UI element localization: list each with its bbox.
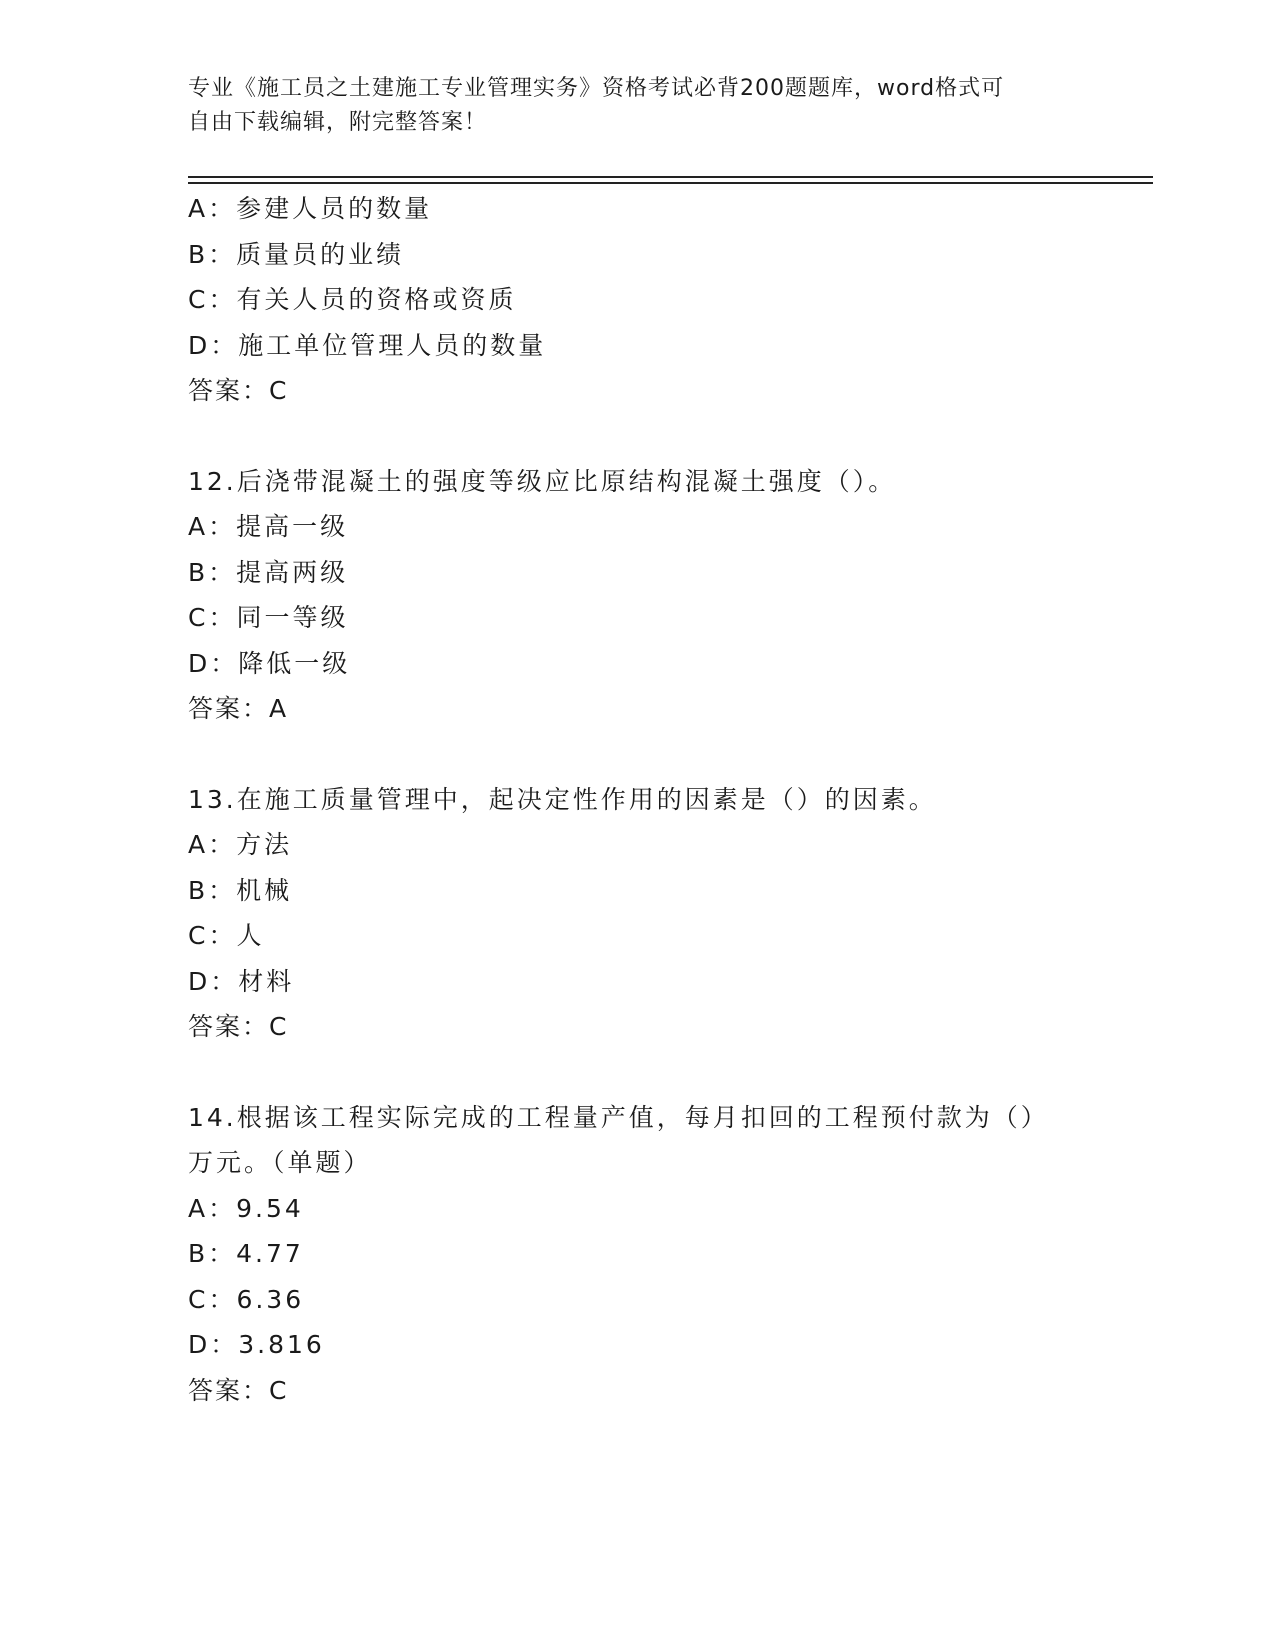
option-d: D：降低一级 <box>188 648 351 678</box>
option-c: C：同一等级 <box>188 603 349 632</box>
option-b: B：机械 <box>188 875 293 905</box>
question-11-options <box>188 186 1088 414</box>
answer: 答案：A <box>188 694 289 723</box>
option-c: C：有关人员的资格或资质 <box>188 285 517 314</box>
answer: 答案：C <box>188 376 289 405</box>
option-d: D：材料 <box>188 966 295 996</box>
header-divider-bottom <box>188 182 1153 184</box>
header-divider-top <box>188 176 1153 178</box>
option-a: A：参建人员的数量 <box>188 194 433 223</box>
answer: 答案：C <box>188 1012 289 1041</box>
header-line-1: 专业《施工员之土建施工专业管理实务》资格考试必背200题题库，word格式可 <box>188 76 1005 101</box>
question-14 <box>188 1095 1088 1414</box>
question-text: 13.在施工质量管理中，起决定性作用的因素是（）的因素。 <box>188 784 937 814</box>
option-a: A：方法 <box>188 830 293 859</box>
option-b: B：质量员的业绩 <box>188 239 405 269</box>
option-a: A：提高一级 <box>188 512 349 541</box>
option-c: C：人 <box>188 921 265 950</box>
answer: 答案：C <box>188 1375 289 1405</box>
option-c: C：6.36 <box>188 1284 305 1314</box>
question-13 <box>188 777 1088 1050</box>
option-b: B：提高两级 <box>188 557 349 587</box>
option-a: A：9.54 <box>188 1193 304 1223</box>
question-text-line-1: 14.根据该工程实际完成的工程量产值，每月扣回的工程预付款为（） <box>188 1102 1049 1132</box>
question-12 <box>188 459 1088 732</box>
question-list <box>188 186 1088 1413</box>
header-line-2: 自由下载编辑，附完整答案！ <box>188 110 488 135</box>
document-header <box>188 72 1068 140</box>
question-text: 12.后浇带混凝土的强度等级应比原结构混凝土强度（）。 <box>188 466 897 496</box>
option-d: D：3.816 <box>188 1330 325 1359</box>
option-b: B：4.77 <box>188 1239 304 1268</box>
question-text-line-2: 万元。（单题） <box>188 1148 372 1177</box>
option-d: D：施工单位管理人员的数量 <box>188 330 547 360</box>
